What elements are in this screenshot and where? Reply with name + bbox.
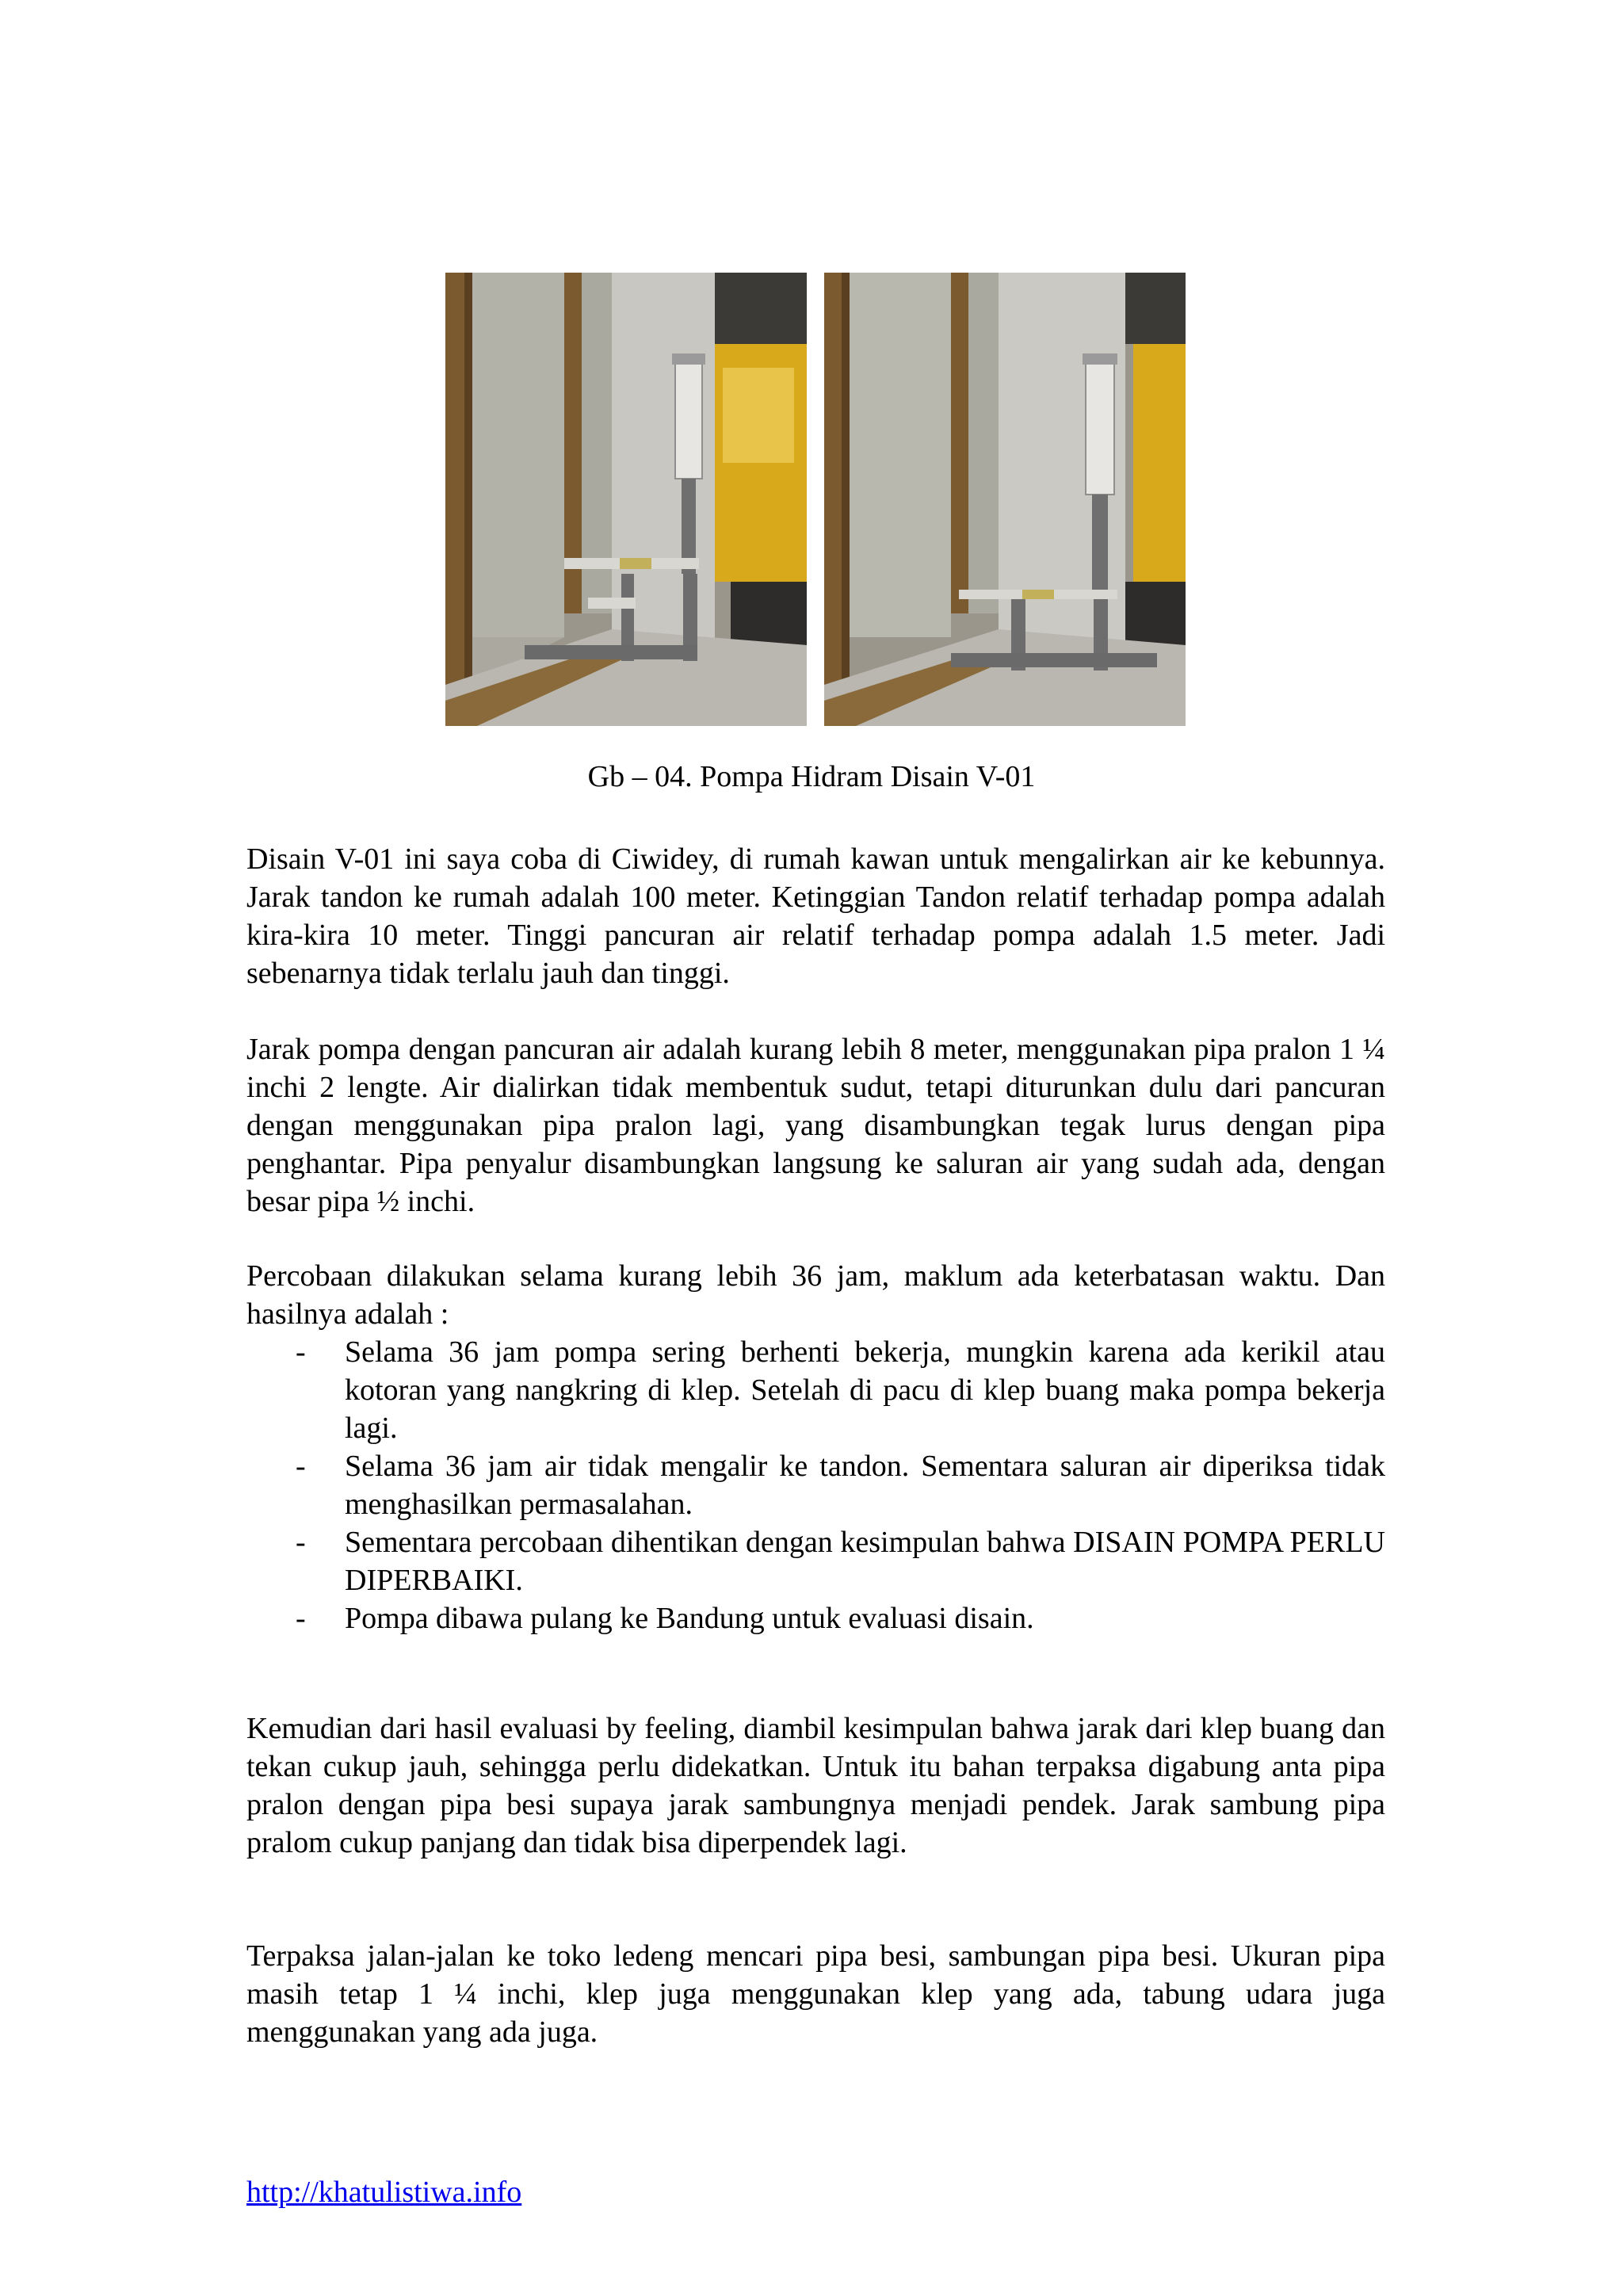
list-item-text: Selama 36 jam pompa sering berhenti bekerja, mungkin karena ada kerikil atau kotoran yang nangkring di klep. Setelah di pacu di klep buang maka pompa bekerja lagi.	[345, 1335, 1385, 1445]
list-item-text: Pompa dibawa pulang ke Bandung untuk evaluasi disain.	[345, 1602, 1034, 1635]
bullet-dash: -	[296, 1335, 306, 1369]
list-item-text: Sementara percobaan dihentikan dengan kesimpulan bahwa DISAIN POMPA PERLU DIPERBAIKI.	[345, 1526, 1385, 1597]
photo-pump-right	[824, 273, 1186, 726]
photo-icon	[445, 273, 807, 726]
photo-pump-left	[445, 273, 807, 726]
paragraph-iron-pipe: Terpaksa jalan-jalan ke toko ledeng mencari pipa besi, sambungan pipa besi. Ukuran pipa masih tetap 1 ¼ inchi, klep juga menggunakan klep yang ada, tabung udara juga menggunakan yang ada juga.	[246, 1939, 1385, 2049]
list-item	[246, 1333, 1385, 1447]
paragraph-pipe-distance: Jarak pompa dengan pancuran air adalah kurang lebih 8 meter, menggunakan pipa pralon 1 ¼ inchi 2 lengte. Air dialirkan tidak membentuk sudut, tetapi diturunkan dulu dari pancuran dengan menggunakan pipa pralon lagi, yang disambungkan tegak lurus dengan pipa penghantar. Pipa penyalur disambungkan langsung ke saluran air yang sudah ada, dengan besar pipa ½ inchi.	[246, 1033, 1385, 1218]
paragraph-experiment-intro: Percobaan dilakukan selama kurang lebih 36 jam, maklum ada keterbatasan waktu. Dan hasilnya adalah :	[246, 1259, 1385, 1331]
figure-caption: Gb – 04. Pompa Hidram Disain V-01	[587, 760, 1036, 793]
list-item	[246, 1447, 1385, 1523]
paragraph-evaluation: Kemudian dari hasil evaluasi by feeling, diambil kesimpulan bahwa jarak dari klep buang dan tekan cukup jauh, sehingga perlu didekatkan. Untuk itu bahan terpaksa digabung anta pipa pralon dengan pipa besi supaya jarak sambungnya menjadi pendek. Jarak sambung pipa pralom cukup panjang dan tidak bisa diperpendek lagi.	[246, 1712, 1385, 1859]
bullet-dash: -	[296, 1602, 306, 1635]
results-list	[246, 1333, 1385, 1637]
photo-icon	[824, 273, 1186, 726]
list-item-text: Selama 36 jam air tidak mengalir ke tandon. Sementara saluran air diperiksa tidak menghasilkan permasalahan.	[345, 1450, 1385, 1521]
paragraph-design-test-site: Disain V-01 ini saya coba di Ciwidey, di rumah kawan untuk mengalirkan air ke kebunnya. Jarak tandon ke rumah adalah 100 meter. Ketinggian Tandon relatif terhadap pompa adalah kira-kira 10 meter. Tinggi pancuran air relatif terhadap pompa adalah 1.5 meter. Jadi sebenarnya tidak terlalu jauh dan tinggi.	[246, 842, 1385, 990]
list-item	[246, 1599, 1385, 1637]
bullet-dash: -	[296, 1450, 306, 1483]
list-item	[246, 1523, 1385, 1599]
bullet-dash: -	[296, 1526, 306, 1559]
footer-website-link[interactable]: http://khatulistiwa.info	[246, 2176, 522, 2209]
